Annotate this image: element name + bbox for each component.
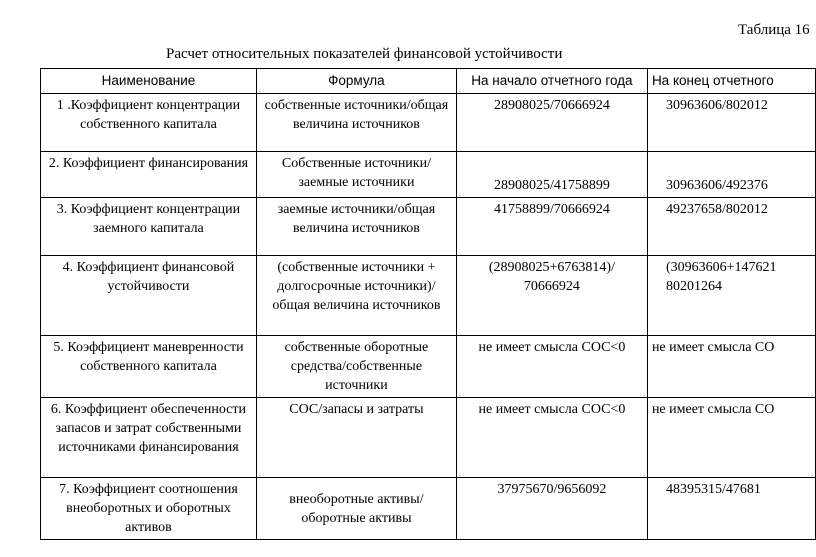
- table-row: [41, 94, 816, 152]
- ratios-table: [40, 68, 816, 540]
- table-row: [41, 198, 816, 256]
- row-formula: (собственные источники + долгосрочные источники)/общая величина источников: [256, 256, 456, 336]
- header-name: Наименование: [41, 69, 257, 94]
- row-name: 2. Коэффициент финансирования: [41, 152, 257, 198]
- header-start: На начало отчетного года: [456, 69, 647, 94]
- row-name: 6. Коэффициент обеспеченности запасов и затрат собственными источниками финансирования: [41, 398, 257, 478]
- row-end-value: 30963606/802012: [647, 94, 815, 152]
- row-formula: собственные источники/общая величина источников: [256, 94, 456, 152]
- row-end-value: не имеет смысла СО: [647, 398, 815, 478]
- table-row: [41, 398, 816, 478]
- row-start-value: 41758899/70666924: [456, 198, 647, 256]
- table-row: [41, 152, 816, 198]
- table-caption: Расчет относительных показателей финансовой устойчивости: [166, 46, 563, 62]
- table-row: [41, 336, 816, 398]
- row-name: 7. Коэффициент соотношения внеоборотных и оборотных активов: [41, 478, 257, 540]
- header-end: На конец отчетного: [647, 69, 815, 94]
- row-start-value: 37975670/9656092: [456, 478, 647, 540]
- header-formula: Формула: [256, 69, 456, 94]
- row-end-value: (30963606+147621 80201264: [647, 256, 815, 336]
- row-formula: Собственные источники/заемные источники: [256, 152, 456, 198]
- table-number: Таблица 16: [738, 22, 810, 38]
- row-formula: внеоборотные активы/оборотные активы: [256, 478, 456, 540]
- table-row: [41, 478, 816, 540]
- table-row: [41, 256, 816, 336]
- row-end-value: не имеет смысла СО: [647, 336, 815, 398]
- row-start-value: 28908025/70666924: [456, 94, 647, 152]
- row-name: 1 .Коэффициент концентрации собственного капитала: [41, 94, 257, 152]
- row-name: 3. Коэффициент концентрации заемного капитала: [41, 198, 257, 256]
- row-name: 5. Коэффициент маневренности собственного капитала: [41, 336, 257, 398]
- row-start-value: не имеет смысла СОС<0: [456, 336, 647, 398]
- row-formula: заемные источники/общая величина источников: [256, 198, 456, 256]
- row-end-value: 48395315/47681: [647, 478, 815, 540]
- row-formula: СОС/запасы и затраты: [256, 398, 456, 478]
- row-end-value: 49237658/802012: [647, 198, 815, 256]
- row-start-value: не имеет смысла СОС<0: [456, 398, 647, 478]
- row-name: 4. Коэффициент финансовой устойчивости: [41, 256, 257, 336]
- header-row: [41, 69, 816, 94]
- row-end-value: 30963606/492376: [647, 152, 815, 198]
- row-start-value: 28908025/41758899: [456, 152, 647, 198]
- row-start-value: (28908025+6763814)/ 70666924: [456, 256, 647, 336]
- row-formula: собственные оборотные средства/собственные источники: [256, 336, 456, 398]
